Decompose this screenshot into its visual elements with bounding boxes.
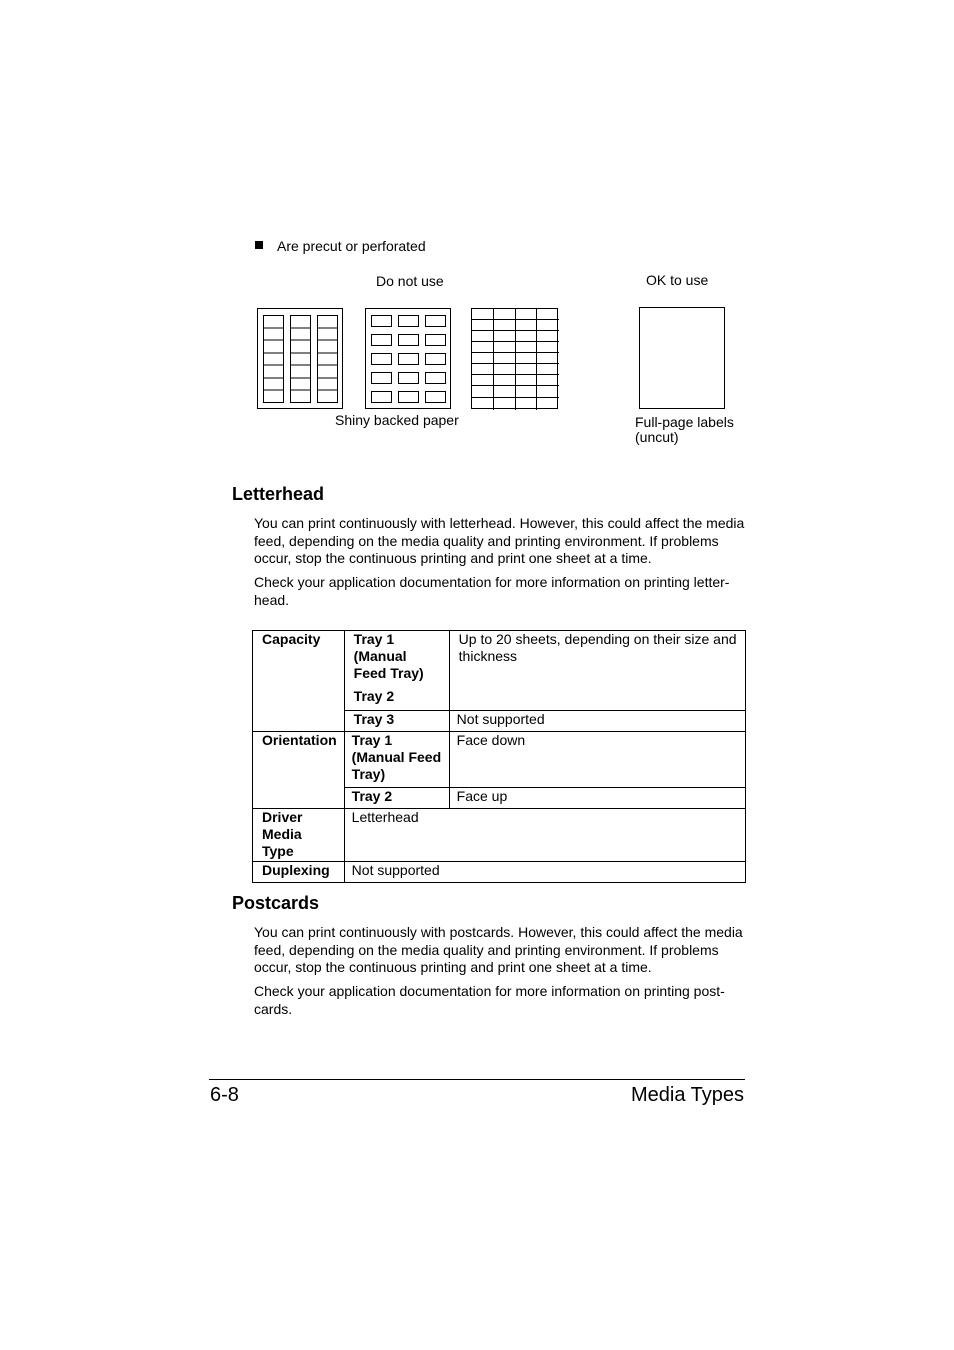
orientation-tray1-value: Face down: [449, 732, 745, 788]
driver-media-type-value: Letterhead: [344, 809, 745, 862]
tray3-label: Tray 3: [344, 711, 449, 732]
postcards-paragraph-1: You can print continuously with postcards. However, this could affect the media feed, depending on the media quality and printing environment. If problems occur, stop the continuous printing and print one sheet at a time.: [254, 924, 743, 975]
bullet-text: Are precut or perforated: [277, 238, 426, 254]
postcards-heading: Postcards: [232, 893, 320, 913]
orientation-header: Orientation: [253, 732, 345, 809]
letterhead-spec-table: [252, 630, 746, 883]
table-row: [253, 862, 746, 883]
label-sheet-columns: [257, 308, 343, 409]
chapter-title: Media Types: [630, 1084, 744, 1106]
letterhead-heading: Letterhead: [232, 484, 325, 504]
duplexing-header: Duplexing: [253, 862, 345, 883]
shiny-backed-caption: Shiny backed paper: [335, 412, 459, 428]
capacity-trays-cell: [344, 631, 449, 711]
do-not-use-label: Do not use: [376, 273, 444, 289]
duplexing-value: Not supported: [344, 862, 745, 883]
full-page-label-sheet: [639, 307, 725, 409]
ok-to-use-label: OK to use: [646, 272, 709, 288]
footer-rule: [209, 1079, 745, 1080]
orientation-tray2-label: Tray 2: [344, 788, 449, 809]
page-number: 6-8: [210, 1084, 239, 1106]
orientation-tray2-value: Face up: [449, 788, 745, 809]
tray3-value: Not supported: [449, 711, 745, 732]
label-sheet-precut: [365, 308, 451, 409]
bullet-square-icon: [255, 241, 263, 249]
capacity-value: Up to 20 sheets, depending on their size and thickness: [449, 631, 745, 711]
orientation-tray1-label: Tray 1 (Manual Feed Tray): [344, 732, 449, 788]
table-row: [253, 809, 746, 862]
capacity-header: Capacity: [253, 631, 345, 732]
full-page-caption-line1: Full-page labels: [635, 414, 734, 430]
label-sheet-perforated: [471, 308, 558, 409]
driver-media-type-header: Driver Media Type: [253, 809, 345, 862]
letterhead-paragraph-1: You can print continuously with letterhead. However, this could affect the media feed, depending on the media quality and printing environment. If problems occur, stop the continuous printing and print one sheet at a time.: [254, 515, 745, 566]
tray2-label: Tray 2: [353, 688, 395, 704]
tray1-manual-label: Tray 1 (Manual Feed Tray): [353, 631, 424, 681]
postcards-paragraph-2: Check your application documentation for more information on printing post-cards.: [254, 983, 725, 1017]
table-row: [253, 631, 746, 711]
table-row: [253, 732, 746, 788]
full-page-caption-line2: (uncut): [635, 429, 679, 445]
letterhead-paragraph-2: Check your application documentation for more information on printing letter-head.: [254, 574, 730, 608]
